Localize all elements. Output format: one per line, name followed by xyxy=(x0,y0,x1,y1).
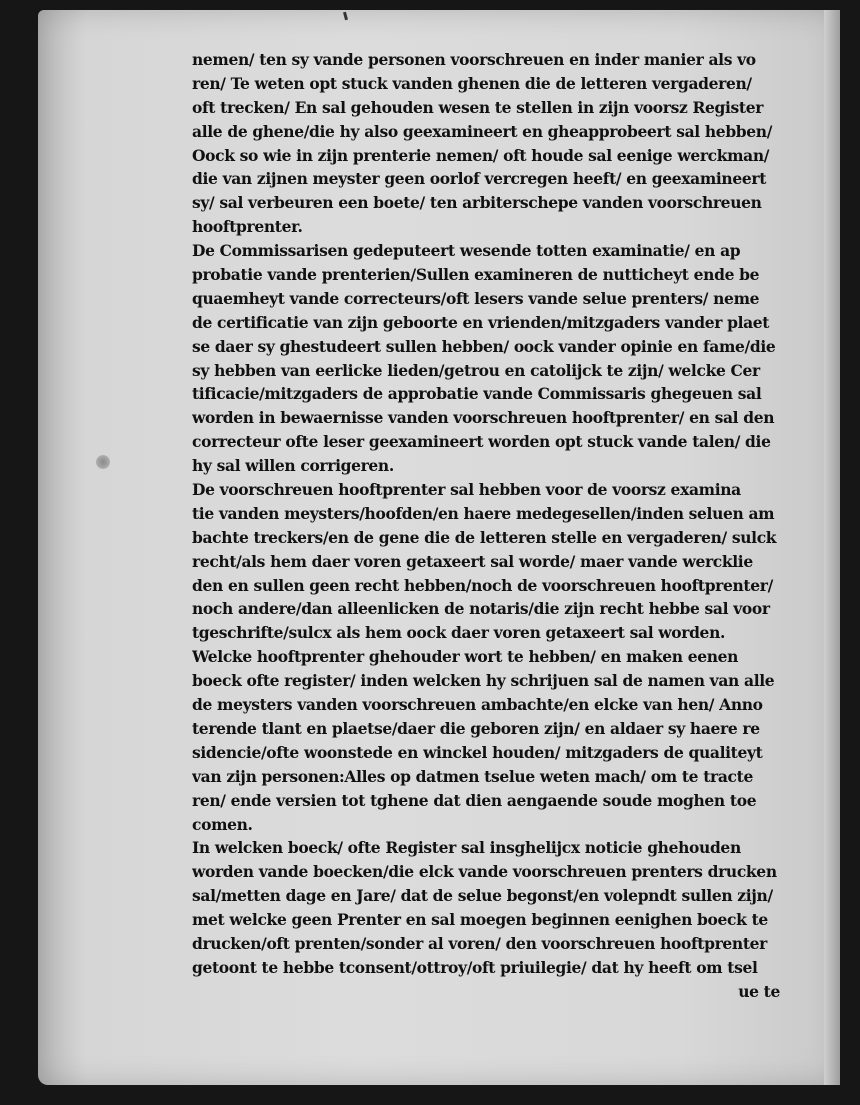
text-line: correcteur ofte leser geexamineert worden opt stuck vande talen/ die xyxy=(192,432,771,452)
text-line: Oock so wie in zijn prenterie nemen/ oft houde sal eenige werckman/ xyxy=(192,145,770,165)
text-line: ren/ ende versien tot tghene dat dien aengaende soude moghen toe xyxy=(192,790,757,810)
paragraph-start-line: De Commissarisen gedeputeert wesende totten examinatie/ en ap xyxy=(192,241,741,261)
paragraph-start-line: In welcken boeck/ ofte Register sal insghelijcx noticie ghehouden xyxy=(192,838,741,858)
text-line: tie vanden meysters/hoofden/en haere medegesellen/inden seluen am xyxy=(192,503,775,523)
text-line: drucken/oft prenten/sonder al voren/ den voorschreuen hooftprenter xyxy=(192,933,767,953)
catchword: ue te xyxy=(738,981,780,1001)
text-line: den en sullen geen recht hebben/noch de voorschreuen hooftprenter/ xyxy=(192,575,773,595)
text-line: bachte treckers/en de gene die de letteren stelle en vergaderen/ sulck xyxy=(192,527,777,547)
text-line: tgeschrifte/sulcx als hem oock daer voren getaxeert sal worden. xyxy=(192,623,726,643)
text-line: met welcke geen Prenter en sal moegen beginnen eenighen boeck te xyxy=(192,910,768,930)
text-line: de certificatie van zijn geboorte en vrienden/mitzgaders vander plaet xyxy=(192,312,770,332)
text-line: worden in bewaernisse vanden voorschreuen hooftprenter/ en sal den xyxy=(192,408,775,428)
paper-stain xyxy=(96,455,110,469)
text-line: ren/ Te weten opt stuck vanden ghenen die de letteren vergaderen/ xyxy=(192,73,752,93)
text-line: oft trecken/ En sal gehouden wesen te stellen in zijn voorsz Register xyxy=(192,97,764,117)
text-line: van zijn personen:Alles op datmen tselue weten mach/ om te tracte xyxy=(192,766,753,786)
paragraph-start-line: De voorschreuen hooftprenter sal hebben voor de voorsz examina xyxy=(192,480,741,500)
text-line: sy hebben van eerlicke lieden/getrou en catolijck te zijn/ welcke Cer xyxy=(192,360,760,380)
text-line: boeck ofte register/ inden welcken hy schrijuen sal de namen van alle xyxy=(192,671,775,691)
text-line: tificacie/mitzgaders de approbatie vande Commissaris ghegeuen sal xyxy=(192,384,762,404)
text-line: hooftprenter. xyxy=(192,217,303,237)
body-text xyxy=(192,48,784,1004)
text-line: worden vande boecken/die elck vande voorschreuen prenters drucken xyxy=(192,862,777,882)
text-line: alle de ghene/die hy also geexamineert en gheapprobeert sal hebben/ xyxy=(192,121,773,141)
page-edge xyxy=(824,10,840,1085)
text-line: sal/metten dage en Jare/ dat de selue begonst/en volepndt sullen zijn/ xyxy=(192,886,773,906)
text-line: recht/als hem daer voren getaxeert sal worde/ maer vande wercklie xyxy=(192,551,753,571)
text-line: getoont te hebbe tconsent/ottroy/oft priuilegie/ dat hy heeft om tsel xyxy=(192,957,758,977)
text-line: se daer sy ghestudeert sullen hebben/ oock vander opinie en fame/die xyxy=(192,336,776,356)
text-line: noch andere/dan alleenlicken de notaris/die zijn recht hebbe sal voor xyxy=(192,599,770,619)
text-line: sy/ sal verbeuren een boete/ ten arbiterschepe vanden voorschreuen xyxy=(192,193,762,213)
text-line: sidencie/ofte woonstede en winckel houden/ mitzgaders de qualiteyt xyxy=(192,742,763,762)
text-line: terende tlant en plaetse/daer die geboren zijn/ en aldaer sy haere re xyxy=(192,718,760,738)
text-line: comen. xyxy=(192,814,253,834)
text-line: nemen/ ten sy vande personen voorschreuen en inder manier als vo xyxy=(192,50,756,69)
ink-mark xyxy=(343,12,348,21)
text-line: quaemheyt vande correcteurs/oft lesers vande selue prenters/ neme xyxy=(192,288,760,308)
text-line: hy sal willen corrigeren. xyxy=(192,456,394,476)
text-line: die van zijnen meyster geen oorlof vercregen heeft/ en geexamineert xyxy=(192,169,767,189)
text-line: probatie vande prenterien/Sullen examineren de nutticheyt ende be xyxy=(192,265,760,285)
paragraph-start-line: Welcke hooftprenter ghehouder wort te hebben/ en maken eenen xyxy=(192,647,739,667)
text-line: de meysters vanden voorschreuen ambachte/en elcke van hen/ Anno xyxy=(192,695,763,715)
